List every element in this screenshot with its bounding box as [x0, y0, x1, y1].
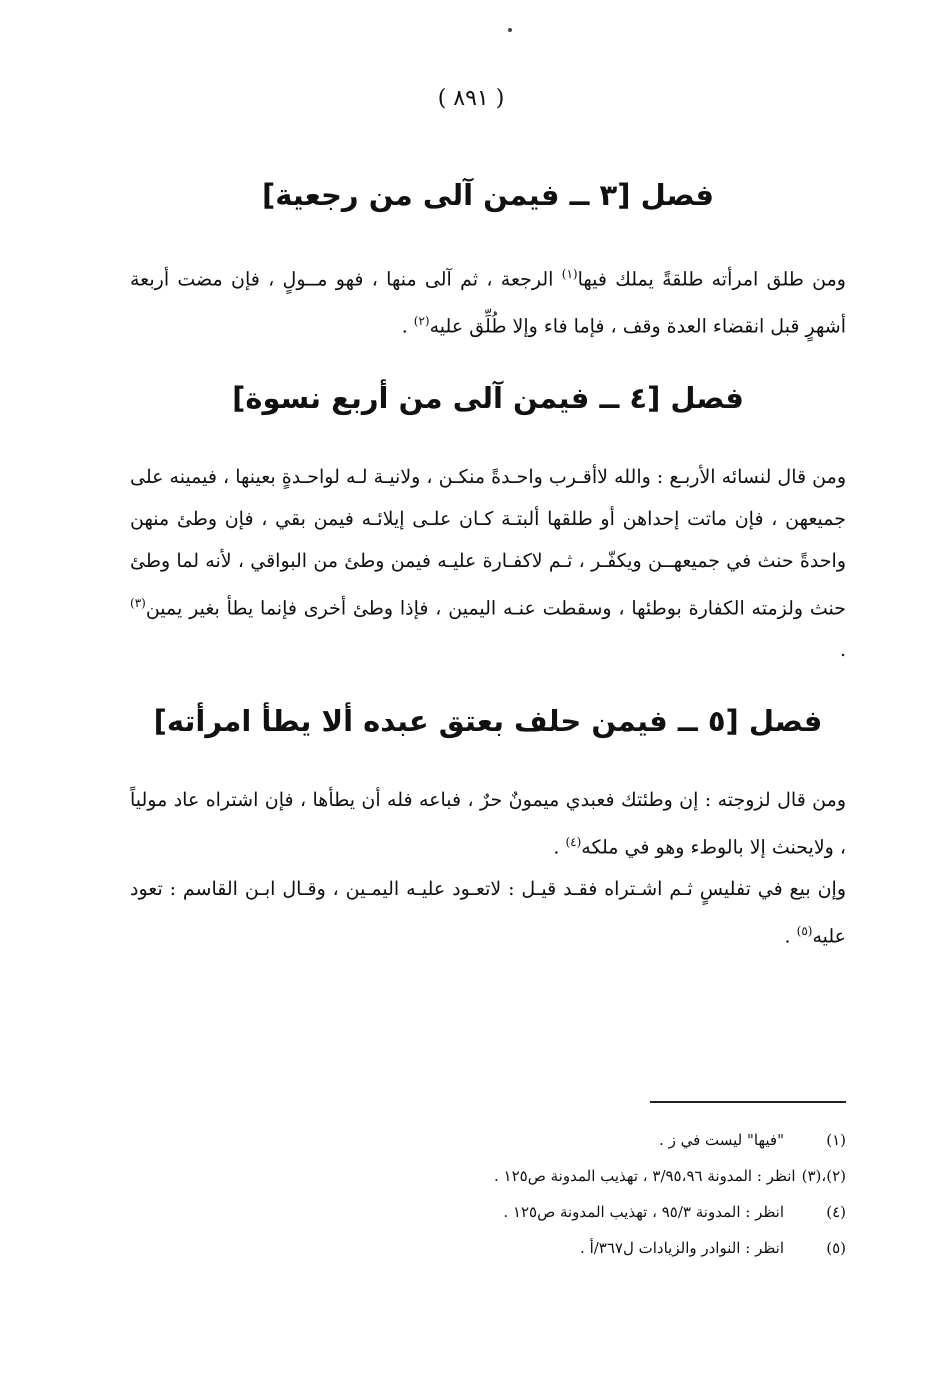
main-content	[130, 165, 846, 958]
paragraph: وإن بيع في تفليسٍ ثـم اشـتراه فقـد قيـل : لاتعـود عليـه اليمـين ، وقـال ابـن القاسم : تعود عليه$^{(٥)}$ .	[130, 878, 846, 948]
paragraph: ومن قال لزوجته : إن وطئتك فعبدي ميمونٌ حرٌ ، فباعه فله أن يطأها ، فإن اشتراه عاد مولياً ، ولايحنث إلا بالوطء وهو في ملكه$^{(٤)}$ .	[130, 788, 846, 859]
footnote-item	[160, 1230, 846, 1266]
scan-speck	[508, 28, 512, 32]
footnote-item	[160, 1122, 846, 1158]
footnote-text: انظر : المدونة ٣/٩٥،٩٦ ، تهذيب المدونة ص١٢٥ .	[494, 1167, 796, 1185]
footnote-text: "فيها" ليست في ز .	[659, 1131, 784, 1149]
footnote-number: (٤)	[826, 1203, 846, 1221]
footnote-number: (٥)	[826, 1239, 846, 1257]
paragraph: ومن طلق امرأته طلقةً يملك فيها$^{(١)}$ الرجعة ، ثم آلى منها ، فهو مــولٍ ، فإن مضت أربعة أشهرٍ قبل انقضاء العدة وقف ، فإما فاء وإلا طُلِّق عليه$^{(٢)}$ .	[130, 267, 846, 338]
footnote-ref[interactable]: (٢)	[413, 314, 430, 329]
footnote-divider	[650, 1101, 846, 1103]
page-number: ( ٨٩١ )	[437, 86, 505, 111]
paragraph: ومن قال لنسائه الأربـع : والله لاأقـرب واحـدةً منكـن ، ولانيـة لـه لواحـدةٍ بعينها ، فيمينه على جميعهن ، فإن ماتت إحداهن أو طلقها ألبتـة كـان علـى إيلائـه فيمن بقي ، فإن وطئ منهن واحدةً حنث في جميعهــن ويكفّـر ، ثـم لاكفـارة عليـه فيمن وطئ من البواقي ، لأنه لما وطئ حنث ولزمته الكفارة بوطئها ، وسقطت عنـه اليمين ، فإذا وطئ أخرى فإنما يطأ بغير يمين$^{(٣)}$ .	[130, 465, 847, 661]
footnote-text: انظر : النوادر والزيادات ل٣٦٧/أ .	[580, 1239, 784, 1257]
footnote-number: (٢)،(٣)	[801, 1167, 846, 1185]
section-title: فصل [٥ ــ فيمن حلف بعتق عبده ألا يطأ امرأته]	[153, 703, 823, 738]
footnotes	[160, 1122, 846, 1266]
footnote-ref[interactable]: (١)	[561, 267, 578, 281]
footnote-ref[interactable]: (٤)	[565, 834, 582, 849]
footnote-number: (١)	[826, 1131, 846, 1149]
section-title: فصل [٤ ــ فيمن آلى من أربع نسوة]	[232, 380, 744, 415]
footnote-item	[160, 1158, 846, 1194]
section-title: فصل [٣ ــ فيمن آلى من رجعية]	[261, 178, 715, 212]
footnote-item	[160, 1194, 846, 1230]
footnote-text: انظر : المدونة ٩٥/٣ ، تهذيب المدونة ص١٢٥ .	[503, 1203, 784, 1221]
footnote-ref[interactable]: (٥)	[796, 924, 813, 939]
footnote-ref[interactable]: (٣)	[130, 595, 146, 610]
